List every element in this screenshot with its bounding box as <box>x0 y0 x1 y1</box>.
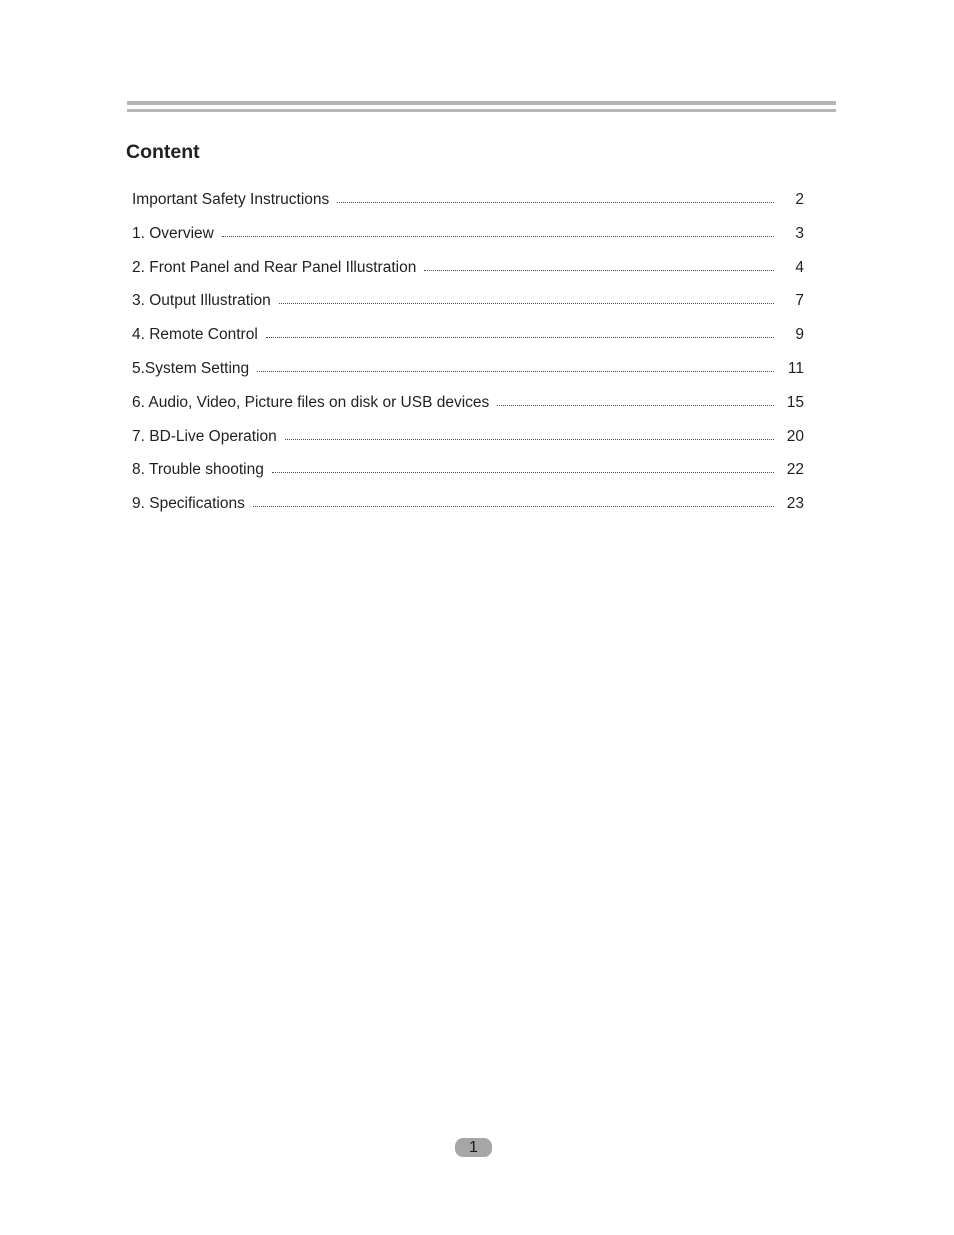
toc-entry <box>132 256 804 290</box>
toc-dot-leader <box>272 458 774 473</box>
toc-entry <box>132 391 804 425</box>
toc-dot-leader <box>266 323 774 338</box>
toc-entry-label: 2. Front Panel and Rear Panel Illustration <box>132 258 417 276</box>
toc-entry <box>132 357 804 391</box>
toc-entry <box>132 425 804 459</box>
toc-entry-label: Important Safety Instructions <box>132 191 330 208</box>
toc-entry-label: 8. Trouble shooting <box>132 461 264 479</box>
toc-entry-page: 22 <box>786 461 804 479</box>
toc-entry-page: 9 <box>795 326 804 344</box>
toc-entry-page: 23 <box>786 495 804 513</box>
table-of-contents <box>132 188 804 526</box>
toc-entry-label: 9. Specifications <box>132 495 245 513</box>
page-title: Content <box>126 141 200 163</box>
header-rule-top <box>127 101 836 105</box>
toc-entry-page: 2 <box>795 191 804 208</box>
toc-entry-page: 20 <box>786 427 804 445</box>
toc-entry <box>132 188 804 222</box>
toc-entry <box>132 289 804 323</box>
toc-entry-label: 5.System Setting <box>132 359 250 377</box>
toc-entry <box>132 323 804 357</box>
toc-dot-leader <box>285 425 774 440</box>
toc-entry <box>132 222 804 256</box>
toc-entry-label: 1. Overview <box>132 224 214 242</box>
toc-entry-label: 6. Audio, Video, Picture files on disk or USB devices <box>132 393 490 411</box>
toc-dot-leader <box>497 391 774 406</box>
toc-entry-page: 7 <box>795 292 804 310</box>
toc-dot-leader <box>337 188 774 203</box>
toc-dot-leader <box>253 492 774 507</box>
toc-entry <box>132 458 804 492</box>
toc-entry-label: 4. Remote Control <box>132 326 258 344</box>
toc-entry-page: 3 <box>795 224 804 242</box>
toc-entry-label: 3. Output Illustration <box>132 292 271 310</box>
toc-dot-leader <box>279 289 774 304</box>
toc-entry <box>132 492 804 526</box>
page-number-badge: 1 <box>455 1138 492 1157</box>
toc-dot-leader <box>222 222 774 237</box>
toc-entry-page: 11 <box>787 359 804 377</box>
toc-entry-page: 15 <box>786 393 804 411</box>
toc-dot-leader <box>257 357 774 372</box>
toc-entry-label: 7. BD-Live Operation <box>132 427 277 445</box>
header-rule-bottom <box>127 109 836 112</box>
toc-dot-leader <box>424 256 774 271</box>
toc-entry-page: 4 <box>795 258 804 276</box>
